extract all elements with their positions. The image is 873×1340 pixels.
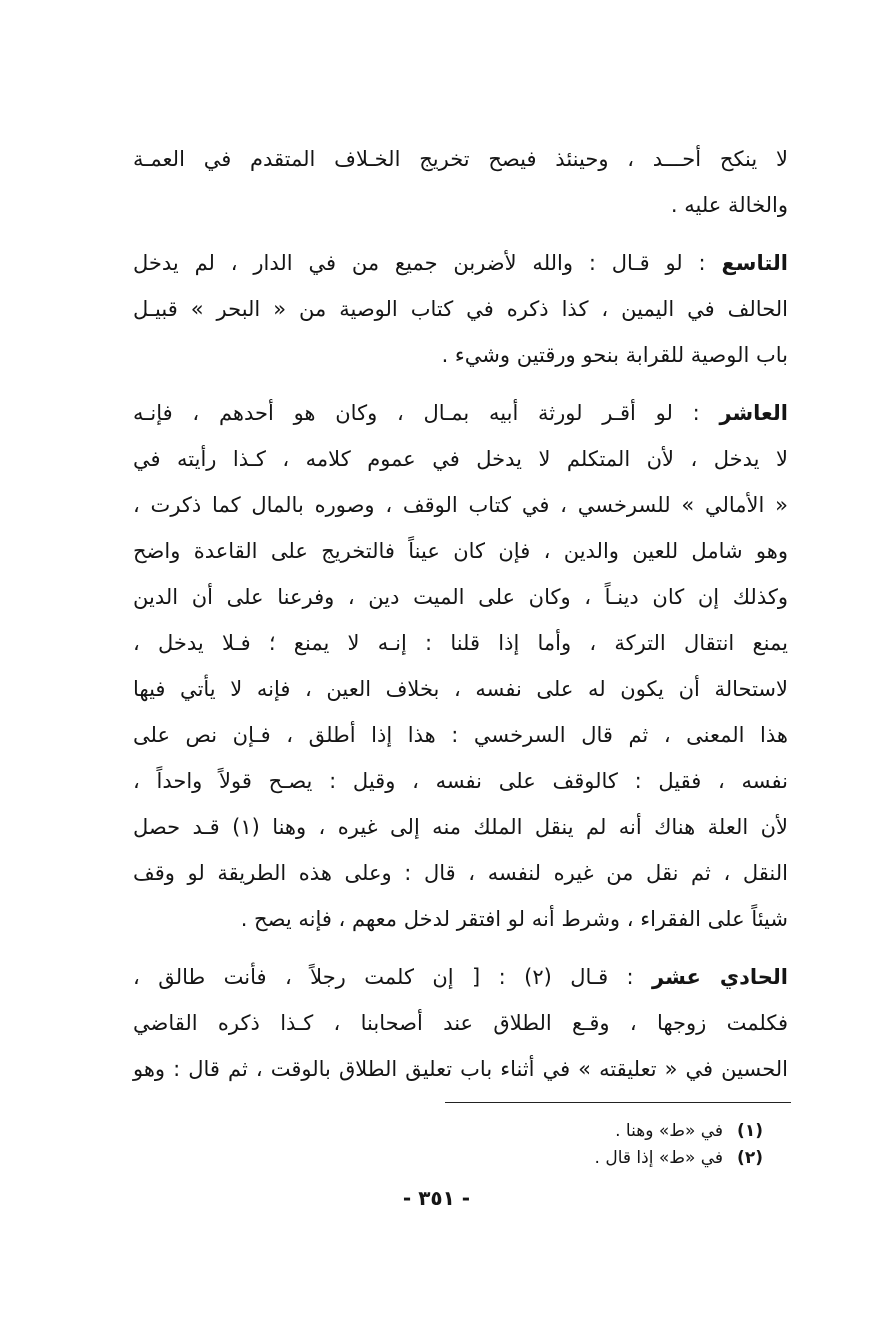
paragraph-heading: التاسع	[721, 251, 788, 275]
text-line: لا يدخل ، لأن المتكلم لا يدخل في عموم كلامه ، كـذا رأيته في	[133, 447, 788, 471]
text-line	[133, 390, 788, 436]
text-line	[133, 240, 788, 286]
text-line: النقل ، ثم نقل من غيره لنفسه ، قال : وعلى هذه الطريقة لو وقف	[133, 861, 788, 885]
text-line: لأن العلة هناك أنه لم ينقل الملك منه إلى غيره ، وهنا (١) قـد حصل	[133, 815, 788, 839]
main-text	[133, 136, 788, 1092]
text-line: فكلمت زوجها ، وقـع الطلاق عند أصحابنا ، كـذا ذكره القاضي	[133, 1011, 788, 1035]
paragraph-continuation	[133, 136, 788, 228]
paragraph-tenth	[133, 390, 788, 942]
paragraph-heading: العاشر	[719, 401, 788, 425]
paragraph-heading: الحادي عشر	[652, 965, 788, 989]
footnote	[595, 1118, 763, 1145]
footnote-text: في «ط» إذا قال .	[594, 1148, 724, 1168]
text-line: هذا المعنى ، ثم قال السرخسي : هذا إذا أطلق ، فـإن نص على	[133, 723, 788, 747]
text-line-rest: : لو أقـر لورثة أبيه بمـال ، وكان هو أحدهم ، فإنـه	[133, 401, 700, 425]
text-line: وكذلك إن كان دينـاً ، وكان على الميت دين ، وفرعنا على أن الدين	[133, 585, 788, 609]
text-line: يمنع انتقال التركة ، وأما إذا قلنا : إنـه لا يمنع ؛ فـلا يدخل ،	[133, 631, 788, 655]
page-number: - ٣٥١ -	[402, 1186, 471, 1210]
footnote-divider	[445, 1102, 791, 1103]
footnote	[595, 1145, 763, 1172]
paragraph-eleventh	[133, 954, 788, 1092]
text-line: الحالف في اليمين ، كذا ذكره في كتاب الوصية من « البحر » قبيـل	[133, 297, 788, 321]
footnote-number: (٢)	[737, 1148, 763, 1168]
text-line: لاستحالة أن يكون له على نفسه ، بخلاف العين ، فإنه لا يأتي فيها	[133, 677, 788, 701]
text-line-rest: : قـال (٢) : [ إن كلمت رجلاً ، فأنت طالق ،	[133, 965, 634, 989]
footnote-number: (١)	[737, 1121, 763, 1141]
text-line: « الأمالي » للسرخسي ، في كتاب الوقف ، وصوره بالمال كما ذكرت ،	[133, 493, 788, 517]
text-line: وهو شامل للعين والدين ، فإن كان عيناً فالتخريج على القاعدة واضح	[133, 539, 788, 563]
text-line: نفسه ، فقيل : كالوقف على نفسه ، وقيل : يصـح قولاً واحداً ،	[133, 769, 788, 793]
text-line: شيئاً على الفقراء ، وشرط أنه لو افتقر لدخل معهم ، فإنه يصح .	[240, 907, 788, 931]
footnote-text: في «ط» وهنا .	[615, 1121, 724, 1141]
text-line-rest: : لو قـال : والله لأضربن جميع من في الدار ، لم يدخل	[133, 251, 706, 275]
text-line: لا ينكح أحـــد ، وحينئذ فيصح تخريج الخـلاف المتقدم في العمـة	[133, 147, 788, 171]
text-line: باب الوصية للقرابة بنحو ورقتين وشيء .	[441, 343, 788, 367]
footnotes	[595, 1118, 763, 1172]
text-line: والخالة عليه .	[670, 193, 788, 217]
text-line	[133, 954, 788, 1000]
paragraph-ninth	[133, 240, 788, 378]
text-line: الحسين في « تعليقته » في أثناء باب تعليق الطلاق بالوقت ، ثم قال : وهو	[133, 1057, 788, 1081]
